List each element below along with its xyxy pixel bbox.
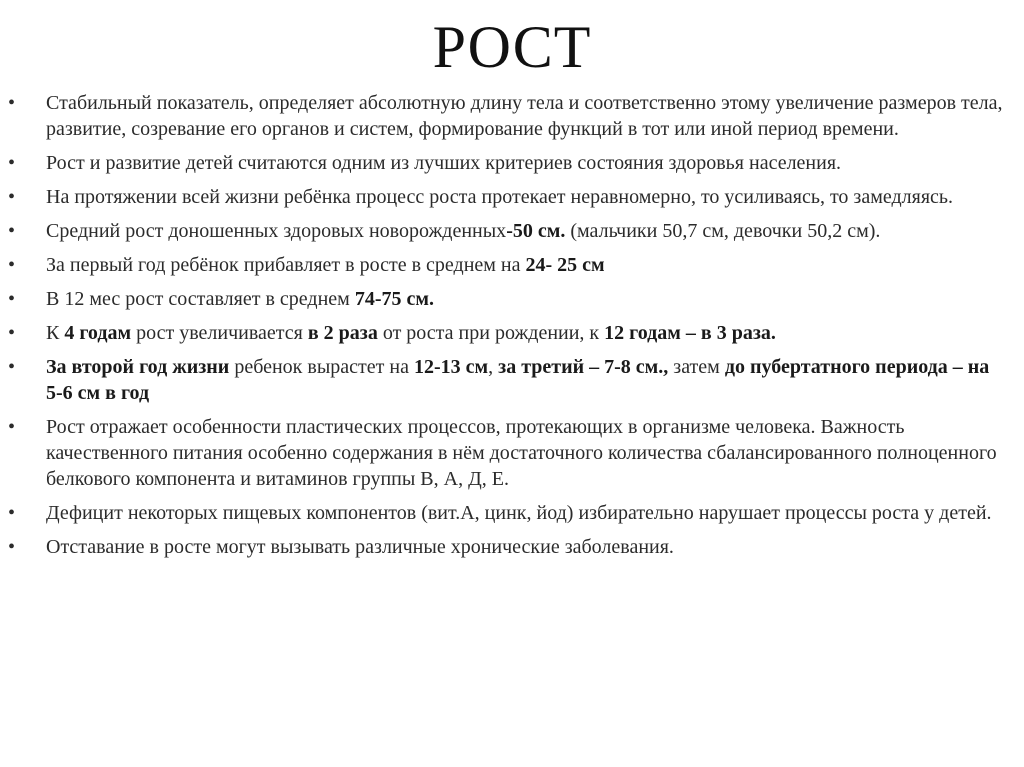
bullet-text: ребенок вырастет на xyxy=(229,356,414,378)
bullet-text: затем xyxy=(668,356,725,378)
bullet-item xyxy=(6,500,1010,526)
bullet-text-bold: за третий – 7-8 см., xyxy=(498,356,669,378)
bullet-item xyxy=(6,150,1010,176)
bullet-text-bold: 4 годам xyxy=(64,322,132,344)
bullet-item xyxy=(6,218,1010,244)
bullet-text: (мальчики 50,7 см, девочки 50,2 см). xyxy=(565,220,881,242)
bullet-text-bold: 24- 25 см xyxy=(525,254,605,276)
bullet-text: Рост и развитие детей считаются одним из лучших критериев состояния здоровья населения. xyxy=(46,152,842,174)
slide-title: РОСТ xyxy=(432,14,592,80)
bullet-text: Дефицит некоторых пищевых компонентов (вит.А, цинк, йод) избирательно нарушает процессы роста у детей. xyxy=(46,502,992,524)
bullet-list xyxy=(6,90,1010,568)
bullet-text: Рост отражает особенности пластических процессов, протекающих в организме человека. Важность качественного питания особенно содержания в нём достаточного количества сбалансированного полноценного белкового компонента и витаминов группы В, А, Д, Е. xyxy=(46,416,997,490)
bullet-item xyxy=(6,534,1010,560)
bullet-text-bold: до пубертатного периода – на 5-6 см в год xyxy=(46,356,990,404)
bullet-text-bold: За второй год жизни xyxy=(46,356,230,378)
bullet-text: , xyxy=(488,356,499,378)
bullet-text-bold: 74-75 см. xyxy=(354,288,434,310)
bullet-item xyxy=(6,320,1010,346)
bullet-text: от роста при рождении, к xyxy=(377,322,605,344)
bullet-text-bold: в 2 раза xyxy=(307,322,378,344)
bullet-text-bold: 12 годам – в 3 раза. xyxy=(604,322,776,344)
bullet-text: рост увеличивается xyxy=(131,322,308,344)
bullet-text: Средний рост доношенных здоровых новорожденных xyxy=(46,220,507,242)
bullet-text: Стабильный показатель, определяет абсолютную длину тела и соответственно этому увеличение размеров тела, развитие, созревание его органов и систем, формирование функций в тот или иной период времени. xyxy=(46,92,1003,140)
bullet-text: В 12 мес рост составляет в среднем xyxy=(46,288,355,310)
bullet-text-bold: -50 см. xyxy=(506,220,566,242)
bullet-item xyxy=(6,286,1010,312)
bullet-item xyxy=(6,252,1010,278)
bullet-item xyxy=(6,90,1010,142)
bullet-text-bold: 12-13 см xyxy=(413,356,489,378)
bullet-item xyxy=(6,354,1010,406)
bullet-text: За первый год ребёнок прибавляет в росте в среднем на xyxy=(46,254,526,276)
bullet-item xyxy=(6,414,1010,492)
bullet-text: На протяжении всей жизни ребёнка процесс роста протекает неравномерно, то усиливаясь, то замедляясь. xyxy=(46,186,954,208)
bullet-text: К xyxy=(46,322,65,344)
bullet-item xyxy=(6,184,1010,210)
bullet-text: Отставание в росте могут вызывать различные хронические заболевания. xyxy=(46,536,674,558)
